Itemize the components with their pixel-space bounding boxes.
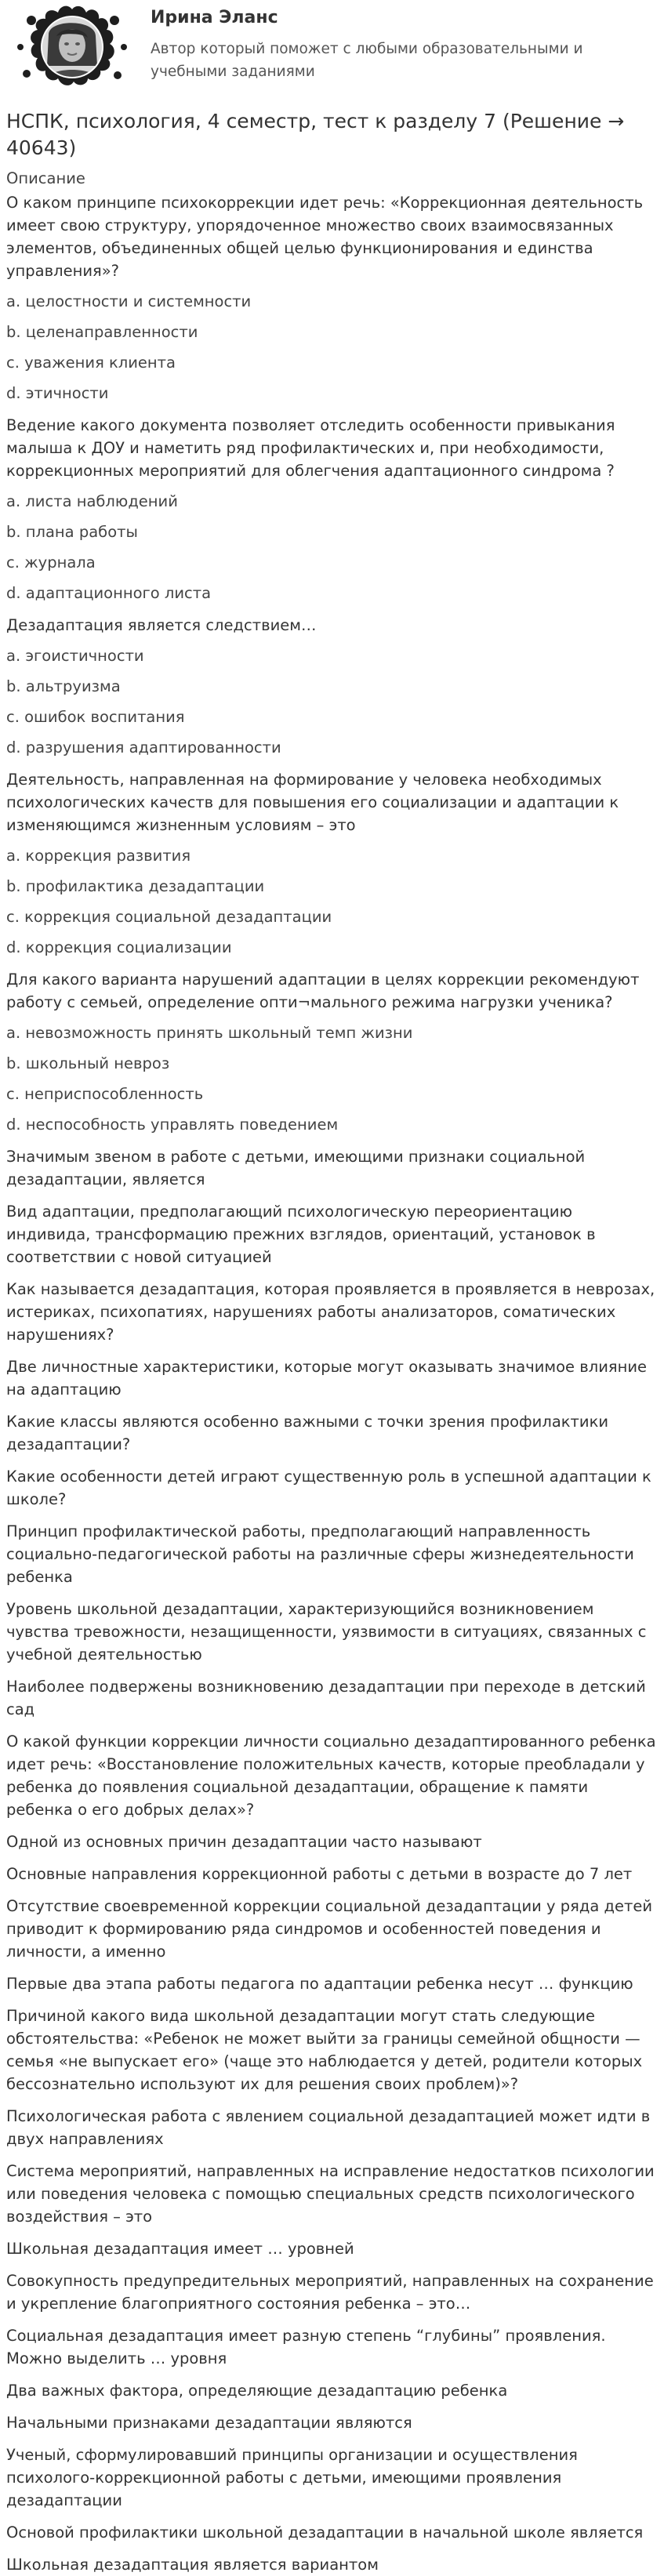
question-block <box>6 614 658 759</box>
question-text: Основные направления коррекционной работы с детьми в возрасте до 7 лет <box>6 1865 633 1883</box>
question-text: Для какого варианта нарушений адаптации в целях коррекции рекомендуют работу с семьей, определение опти¬мального режима нагрузки ученика? <box>6 971 640 1011</box>
answer-option: d. неспособность управлять поведением <box>6 1116 339 1134</box>
question-text: Начальными признаками дезадаптации являются <box>6 2414 412 2432</box>
answer-option: c. ошибок воспитания <box>6 708 185 726</box>
answer-option: c. журнала <box>6 553 96 571</box>
question-text: Школьная дезадаптация имеет … уровней <box>6 2240 354 2258</box>
question-text: Совокупность предупредительных мероприятий, направленных на сохранение и укрепление благоприятного состояния ребенка – это… <box>6 2272 654 2313</box>
answer-option: a. целостности и системности <box>6 292 252 310</box>
answer-option: a. эгоистичности <box>6 647 144 665</box>
question-text: Первые два этапа работы педагога по адаптации ребенка несут … функцию <box>6 1975 633 1993</box>
answer-option: b. плана работы <box>6 523 138 541</box>
question-text: Отсутствие своевременной коррекции социальной дезадаптации у ряда детей приводит к формированию ряда синдромов и особенностей поведения и личности, а именно <box>6 1897 652 1961</box>
answer-option: d. разрушения адаптированности <box>6 738 281 756</box>
question-text: Социальная дезадаптация имеет разную степень “глубины” проявления. Можно выделить … уровня <box>6 2327 606 2367</box>
answer-option: a. коррекция развития <box>6 847 191 865</box>
answer-options <box>6 644 658 759</box>
questions-with-options <box>6 191 658 1136</box>
section-label-description: Описание <box>6 169 85 187</box>
question-text: Наиболее подвержены возникновению дезадаптации при переходе в детский сад <box>6 1678 646 1718</box>
answer-option: b. профилактика дезадаптации <box>6 877 265 895</box>
answer-option: a. листа наблюдений <box>6 492 178 510</box>
answer-option: d. адаптационного листа <box>6 584 212 602</box>
question-text: О какой функции коррекции личности социально дезадаптированного ребенка идет речь: «Восстановление положительных качеств, которые преобладали у ребенка до появления социальной дезадаптации, обращение к памяти ребенка о его добрых делах»? <box>6 1732 656 1819</box>
author-header <box>6 0 658 100</box>
question-text: Ученый, сформулировавший принципы организации и осуществления психолого-коррекционной работы с детьми, имеющими проявления дезадаптации <box>6 2446 578 2509</box>
question-block <box>6 768 658 959</box>
question-text: Дезадаптация является следствием… <box>6 616 317 634</box>
author-name[interactable]: Ирина Эланс <box>151 8 278 27</box>
answer-options <box>6 290 658 405</box>
answer-options <box>6 844 658 959</box>
answer-option: d. этичности <box>6 384 109 402</box>
question-text: Ведение какого документа позволяет отследить особенности привыкания малыша к ДОУ и наметить ряд профилактических и, при необходимости, коррекционных мероприятий для облегчения адаптационного синдрома ? <box>6 416 615 480</box>
question-text: Два важных фактора, определяющие дезадаптацию ребенка <box>6 2382 508 2400</box>
document-title: НСПК, психология, 4 семестр, тест к разделу 7 (Решение → 40643) <box>6 110 625 159</box>
question-block <box>6 191 658 405</box>
question-text: Основой профилактики школьной дезадаптации в начальной школе является <box>6 2523 644 2542</box>
answer-options <box>6 1021 658 1136</box>
question-block <box>6 968 658 1136</box>
question-text: Две личностные характеристики, которые могут оказывать значимое влияние на адаптацию <box>6 1358 648 1399</box>
question-text: О каком принципе психокоррекции идет речь: «Коррекционная деятельность имеет свою структуру, упорядоченное множество своих взаимосвязанных элементов, объединенных общей целью функционирования и единства управления»? <box>6 194 644 280</box>
question-text: Причиной какого вида школьной дезадаптации могут стать следующие обстоятельства: «Ребенок не может выйти за границы семейной общности — семья «не выпускает его» (чаще это наблюдается у детей, родители которых бессознательно используют их для решения своих проблем)»? <box>6 2007 643 2093</box>
answer-option: c. уважения клиента <box>6 354 176 372</box>
questions-list <box>6 1145 658 2576</box>
question-text: Уровень школьной дезадаптации, характеризующийся возникновением чувства тревожности, незащищенности, уязвимости в ситуациях, связанных с учебной деятельностью <box>6 1600 647 1664</box>
answer-option: d. коррекция социализации <box>6 938 232 956</box>
question-text: Какие особенности детей играют существенную роль в успешной адаптации к школе? <box>6 1468 651 1508</box>
question-text: Принцип профилактической работы, предполагающий направленность социально-педагогической работы на различные сферы жизнедеятельности ребенка <box>6 1522 634 1586</box>
question-text: Психологическая работа с явлением социальной дезадаптацией может идти в двух направлениях <box>6 2107 651 2148</box>
answer-option: b. школьный невроз <box>6 1054 170 1072</box>
answer-option: a. невозможность принять школьный темп жизни <box>6 1024 413 1042</box>
question-text: Школьная дезадаптация является вариантом <box>6 2556 379 2574</box>
answer-option: c. неприспособленность <box>6 1085 204 1103</box>
answer-option: b. целенаправленности <box>6 323 198 341</box>
question-text: Как называется дезадаптация, которая проявляется в проявляется в неврозах, истериках, психопатиях, нарушениях работы анализаторов, соматических нарушениях? <box>6 1280 655 1344</box>
answer-options <box>6 490 658 604</box>
answer-option: b. альтруизма <box>6 677 121 695</box>
question-block <box>6 414 658 604</box>
question-text: Система мероприятий, направленных на исправление недостатков психологии или поведения человека с помощью специальных средств психологического воздействия – это <box>6 2162 655 2226</box>
question-text: Деятельность, направленная на формирование у человека необходимых психологических качеств для повышения его социализации и адаптации к изменяющимся жизненным условиям – это <box>6 771 619 834</box>
question-text: Значимым звеном в работе с детьми, имеющими признаки социальной дезадаптации, является <box>6 1148 586 1188</box>
author-description: Автор который поможет с любыми образовательными и учебными заданиями <box>151 41 583 80</box>
answer-option: c. коррекция социальной дезадаптации <box>6 908 332 926</box>
question-text: Вид адаптации, предполагающий психологическую переориентацию индивида, трансформацию прежних взглядов, ориентаций, установок в соответствии с новой ситуацией <box>6 1203 596 1266</box>
author-avatar[interactable] <box>13 3 132 91</box>
question-text: Какие классы являются особенно важными с точки зрения профилактики дезадаптации? <box>6 1413 609 1453</box>
question-text: Одной из основных причин дезадаптации часто называют <box>6 1833 482 1851</box>
